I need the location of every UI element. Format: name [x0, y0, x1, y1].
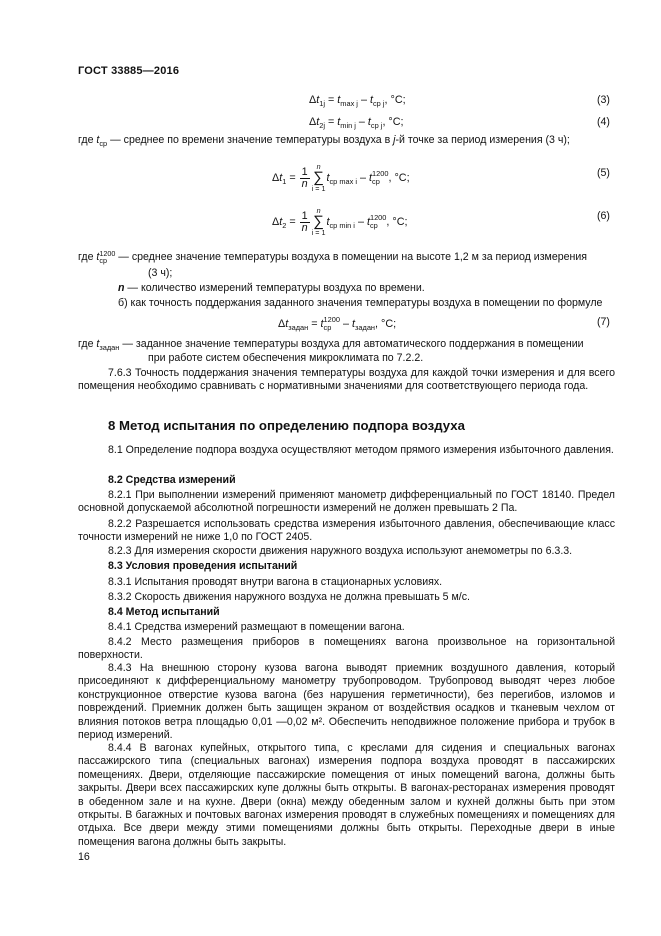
equation-number-4: (4): [597, 116, 610, 128]
formula-5: $\Delta t_1$ = $\frac{1}{n}$ n ∑ i = 1 $t_{cp max i}$ – t 1200 cp , °C;: [272, 162, 410, 193]
document-header: ГОСТ 33885—2016: [78, 65, 180, 77]
definition-tzadan: где $t_{задан}$ — заданное значение температуры воздуха для автоматического поддержания в помещении: [78, 338, 584, 352]
subscript: 2j: [319, 121, 325, 130]
section-8-title: 8 Метод испытания по определению подпора воздуха: [108, 418, 465, 433]
heading-8-4: 8.4 Метод испытаний: [108, 606, 220, 618]
summation: n ∑ i = 1: [311, 206, 326, 237]
subscript: cp j: [372, 99, 385, 108]
formula-7: $\Delta t_{задан} = t$ 1200 cp – $t_{задан}$, °C;: [278, 315, 397, 332]
minus: –: [360, 94, 367, 106]
definition-tcp: где $t_{cp}$ — среднее по времени значение температуры воздуха в j-й точке за период измерения (3 ч);: [78, 134, 570, 148]
definition-t1200-cont: (3 ч);: [148, 267, 173, 279]
delta-symbol: Δ: [272, 171, 280, 184]
delta-symbol: Δ: [278, 317, 286, 330]
subscript: 1j: [319, 99, 325, 108]
paragraph-8-4-1: 8.4.1 Средства измерений размещают в помещении вагона.: [108, 621, 405, 633]
equals: =: [327, 116, 335, 128]
fraction: $\frac{1}{n}$: [301, 165, 308, 190]
paragraph-8-4-3: 8.4.3 На внешнюю сторону кузова вагона выводят приемник воздушного давления, который присоединяют к дифференциальному манометру трубопроводом. Трубопровод выводят через любое конструкционное отверстие кузова вагона (без нарушения герметичности), без перегибов, изломов и повреждений. Приемник должен быть защищен экраном от воздействия осадков и тканевым чехлом от влияния потоков ветра площадью 0,01 —0,02 м². Обеспечить неподвижное положение прибора и трубок в период измерений.: [78, 662, 615, 742]
page-number: 16: [78, 851, 90, 863]
equation-number-7: (7): [597, 316, 610, 328]
heading-8-2: 8.2 Средства измерений: [108, 474, 236, 486]
delta-symbol: Δ: [309, 116, 317, 128]
paragraph-8-2-2: 8.2.2 Разрешается использовать средства измерения избыточного давления, обеспечивающие класс точности измерений не ниже 1,0 по ГОСТ 2405.: [78, 518, 615, 544]
heading-8-3: 8.3 Условия проведения испытаний: [108, 560, 298, 572]
equation-number-3: (3): [597, 94, 610, 106]
equation-number-6: (6): [597, 210, 610, 222]
symbol: t: [337, 94, 341, 106]
subscript: min j: [340, 121, 356, 130]
symbol: t: [337, 116, 341, 128]
paragraph-8-3-2: 8.3.2 Скорость движения наружного воздуха не должна превышать 5 м/с.: [108, 591, 470, 603]
definition-t1200: где t 1200 cp — среднее значение температуры воздуха в помещении на высоте 1,2 м за период измерения: [78, 249, 588, 265]
paragraph-8-4-2: 8.4.2 Место размещения приборов в помещениях вагона произвольное на горизонтальной поверхности.: [78, 636, 615, 662]
paragraph-8-4-4: 8.4.4 В вагонах купейных, открытого типа, с креслами для сидения и специальных вагонах пассажирского типа (специальных вагонах) измерения подпора воздуха проводят в пассажирских помещениях. Двери, отделяющие пассажирские помещения от иных помещений вагона, должны быть закрыты. Двери всех пассажирских купе должны быть открыты. В вагонах-ресторанах измерения проводят в обеденном зале и на кухне. Двери (окна) между обеденным залом и кухней должны быть при этом открыты. В багажных и почтовых вагонах измерения проводят в служебных помещениях и помещениях для отдыха. Все двери между этими помещениями должны быть открыты. Переходные двери в иные помещения вагона должны быть закрыты.: [78, 742, 615, 848]
formula-6: $\Delta t_2$ = $\frac{1}{n}$ n ∑ i = 1 $t_{cp min i}$ – t 1200 cp , °C;: [272, 206, 408, 237]
fraction: $\frac{1}{n}$: [301, 209, 308, 234]
definition-tzadan-cont: при работе систем обеспечения микроклимата по 7.2.2.: [148, 352, 424, 364]
paragraph-7-6-3: 7.6.3 Точность поддержания значения температуры воздуха для каждой точки измерения и для всего помещения необходимо сравнивать с нормативными значениями для соответствующего периода года.: [78, 367, 615, 393]
minus: –: [358, 116, 365, 128]
symbol: t: [316, 94, 320, 106]
summation: n ∑ i = 1: [311, 162, 326, 193]
formula-4: [309, 116, 404, 130]
paragraph-8-3-1: 8.3.1 Испытания проводят внутри вагона в стационарных условиях.: [108, 576, 443, 588]
delta-symbol: Δ: [272, 215, 280, 228]
equals: =: [327, 94, 335, 106]
item-b: б) как точность поддержания заданного значения температуры воздуха в помещении по формуле: [118, 297, 603, 309]
paragraph-8-2-1: 8.2.1 При выполнении измерений применяют манометр дифференциальный по ГОСТ 18140. Предел основной допускаемой абсолютной погрешности измерений не должен превышать 2 Па.: [78, 489, 615, 515]
symbol: t: [316, 116, 320, 128]
subscript: max j: [340, 99, 358, 108]
symbol: t: [367, 116, 371, 128]
paragraph-8-2-3: 8.2.3 Для измерения скорости движения наружного воздуха используют анемометры по 6.3.3.: [108, 545, 573, 557]
equation-number-5: (5): [597, 167, 610, 179]
symbol: t: [369, 94, 373, 106]
paragraph-8-1: 8.1 Определение подпора воздуха осуществляют методом прямого измерения избыточного давления.: [108, 444, 614, 456]
delta-symbol: Δ: [309, 94, 317, 106]
unit: , °C;: [384, 94, 406, 106]
subscript: cp j: [370, 121, 383, 130]
definition-n: n — количество измерений температуры воздуха по времени.: [118, 282, 425, 294]
unit: , °C;: [382, 116, 404, 128]
formula-3: [309, 94, 406, 108]
